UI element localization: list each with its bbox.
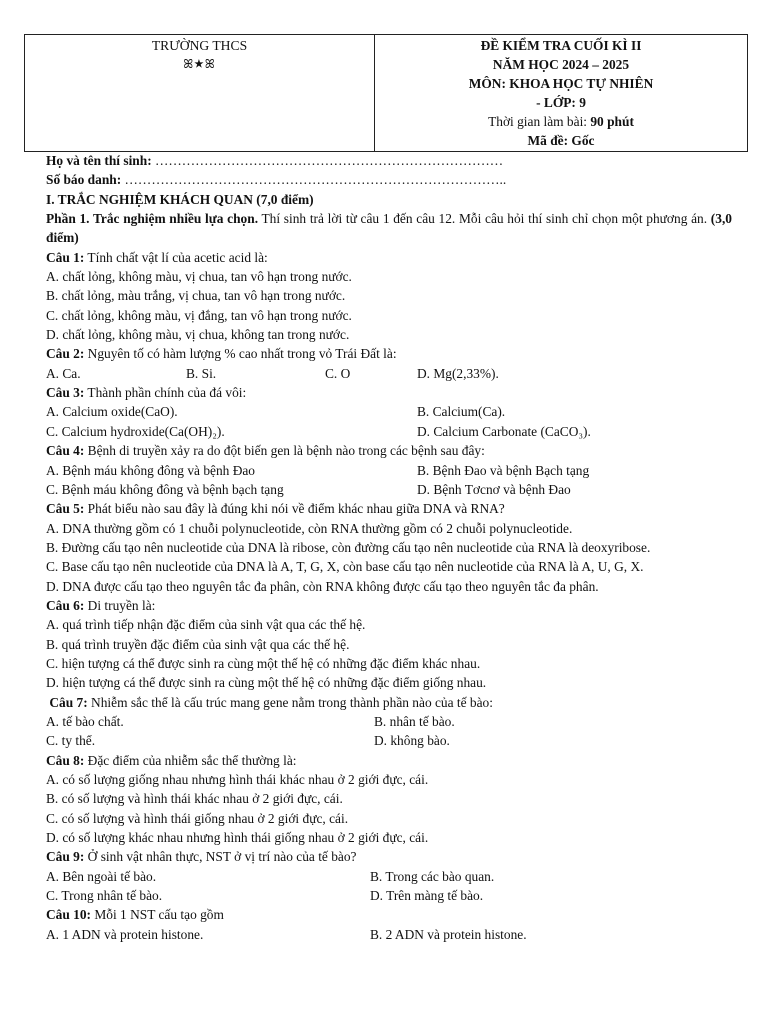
question-text: Bệnh di truyền xảy ra do đột biến gen là bệnh nào trong các bệnh sau đây: (84, 443, 485, 459)
answer-option: B. Trong các bào quan. (370, 868, 495, 884)
answer-options-row (46, 731, 732, 750)
answer-option: C. Base cấu tạo nên nucleotide của DNA là A, T, G, X, còn base cấu tạo nên nucleotide của RNA là A, U, G, X. (46, 559, 644, 575)
answer-option: A. quá trình tiếp nhận đặc điểm của sinh vật qua các thế hệ. (46, 617, 366, 633)
question-text: Ở sinh vật nhân thực, NST ở vị trí nào của tế bào? (84, 849, 357, 865)
answer-option: C. chất lỏng, không màu, vị đắng, tan vô hạn trong nước. (46, 307, 352, 323)
exam-title: ĐỀ KIỂM TRA CUỐI KÌ II (480, 38, 642, 53)
answer-option: D. Bệnh Tơcnơ và bệnh Đao (417, 481, 571, 497)
question-label: Câu 1: (46, 249, 85, 265)
question-text: Nhiễm sắc thể là cấu trúc mang gene nằm trong thành phần nào của tế bào: (87, 694, 493, 710)
question-label: Câu 3: (46, 385, 85, 401)
answer-option: D. không bào. (374, 733, 450, 749)
question-stem (46, 441, 732, 460)
question-stem (46, 751, 732, 770)
question-stem (46, 596, 732, 615)
answer-option: B. Calcium(Ca). (417, 404, 506, 420)
answer-option: A. DNA thường gồm có 1 chuỗi polynucleotide, còn RNA thường gồm có 2 chuỗi polynucleotide. (46, 520, 573, 536)
answer-option: C. Bệnh máu không đông và bệnh bạch tạng (46, 481, 284, 497)
answer-options-row (46, 422, 732, 441)
question-text: Thành phần chính của đá vôi: (84, 385, 247, 401)
answer-option: B. chất lỏng, màu trắng, vị chua, tan vô hạn trong nước. (46, 288, 346, 304)
answer-option: C. O (325, 365, 351, 381)
answer-options-row (46, 925, 732, 944)
exam-header (24, 34, 748, 152)
question-label: Câu 6: (46, 597, 85, 613)
question-stem (46, 693, 732, 712)
answer-option: D. Calcium Carbonate (CaCO₃). (417, 423, 591, 439)
answer-option: B. nhân tế bào. (374, 713, 455, 729)
section-title: I. TRẮC NGHIỆM KHÁCH QUAN (7,0 điểm) (46, 191, 314, 207)
answer-option: D. Mg(2,33%). (417, 365, 499, 381)
answer-option: B. Si. (186, 365, 217, 381)
answer-options-row (46, 480, 732, 499)
exam-code: Mã đề: Gốc (527, 133, 595, 148)
answer-option: C. có số lượng và hình thái giống nhau ở 2 giới đực, cái. (46, 810, 349, 826)
question-text: Nguyên tố có hàm lượng % cao nhất trong vỏ Trái Đất là: (84, 346, 397, 362)
answer-option: D. chất lỏng, không màu, vị chua, không tan trong nước. (46, 327, 350, 343)
answer-option: C. Calcium hydroxide(Ca(OH)₂). (46, 423, 225, 439)
question-stem (46, 905, 732, 924)
answer-option: C. hiện tượng cá thể được sinh ra cùng một thế hệ có những đặc điểm khác nhau. (46, 655, 481, 671)
question-stem (46, 344, 732, 363)
question-text: Tính chất vật lí của acetic acid là: (84, 249, 268, 265)
student-id-line (46, 170, 732, 189)
question-stem (46, 383, 732, 402)
answer-options-row (46, 402, 732, 421)
question-text: Di truyền là: (84, 597, 156, 613)
answer-option: B. Đường cấu tạo nên nucleotide của DNA là ribose, còn đường cấu tạo nên nucleotide của RNA là deoxyribose. (46, 539, 651, 555)
ornament-icon: ꕤ★ꕤ (183, 57, 216, 72)
school-year: NĂM HỌC 2024 – 2025 (492, 57, 630, 72)
time-value: 90 phút (590, 114, 634, 129)
answer-option: A. có số lượng giống nhau nhưng hình thái khác nhau ở 2 giới đực, cái. (46, 772, 429, 787)
answer-option: B. 2 ADN và protein histone. (370, 926, 527, 942)
question-label: Câu 10: (46, 907, 92, 923)
answer-option: C. Trong nhân tế bào. (46, 888, 163, 904)
question-stem (46, 499, 732, 518)
part-text: Thí sinh trả lời từ câu 1 đến câu 12. Mỗi câu hỏi thí sinh chỉ chọn một phương án. (258, 211, 711, 227)
question-label: Câu 4: (46, 443, 85, 459)
answer-option: A. Bên ngoài tế bào. (46, 868, 157, 884)
exam-content (46, 151, 732, 944)
answer-option: A. Calcium oxide(CaO). (46, 404, 178, 420)
question-label: Câu 9: (46, 849, 85, 865)
answer-options-row (46, 712, 732, 731)
answer-option: B. quá trình truyền đặc điểm của sinh vật qua các thế hệ. (46, 636, 350, 652)
answer-option: D. hiện tượng cá thể được sinh ra cùng một thế hệ có những đặc điểm giống nhau. (46, 675, 487, 691)
grade: - LỚP: 9 (536, 95, 586, 110)
question-stem (46, 248, 732, 267)
answer-options-row (46, 867, 732, 886)
answer-option: D. Trên màng tế bào. (370, 888, 484, 904)
question-text: Mỗi 1 NST cấu tạo gồm (91, 907, 224, 923)
part-instructions (46, 209, 732, 248)
question-text: Phát biểu nào sau đây là đúng khi nói về điểm khác nhau giữa DNA và RNA? (84, 501, 505, 517)
question-label: Câu 8: (46, 752, 85, 768)
answer-options-row (46, 461, 732, 480)
answer-option: C. ty thể. (46, 733, 96, 749)
question-label: Câu 2: (46, 346, 85, 362)
answer-option: A. 1 ADN và protein histone. (46, 926, 204, 942)
question-stem (46, 847, 732, 866)
answer-option: A. chất lỏng, không màu, vị chua, tan vô hạn trong nước. (46, 269, 352, 285)
answer-options-row (46, 364, 732, 383)
answer-option: A. tế bào chất. (46, 713, 124, 729)
answer-options-row (46, 886, 732, 905)
time-label: Thời gian làm bài: (488, 114, 591, 129)
part-title: Phần 1. Trắc nghiệm nhiều lựa chọn. (46, 211, 259, 227)
school-name: TRƯỜNG THCS (151, 38, 248, 53)
answer-option: B. Bệnh Đao và bệnh Bạch tạng (417, 462, 590, 478)
exam-time (375, 112, 747, 131)
answer-option: B. có số lượng và hình thái khác nhau ở 2 giới đực, cái. (46, 791, 343, 807)
exam-info-cell (375, 35, 747, 151)
student-name-line (46, 151, 732, 170)
question-label: Câu 5: (46, 501, 85, 517)
student-name-dots: …………………………………………………………………… (151, 153, 504, 168)
student-name-label: Họ và tên thí sinh: (46, 153, 152, 168)
part-points: (3,0 điểm) (46, 211, 732, 246)
answer-option: A. Ca. (46, 365, 81, 381)
school-cell (25, 35, 375, 151)
student-id-dots: ………………………………………………………………………….. (121, 172, 507, 188)
answer-option: A. Bệnh máu không đông và bệnh Đao (46, 462, 256, 478)
answer-option: D. có số lượng khác nhau nhưng hình thái giống nhau ở 2 giới đực, cái. (46, 830, 429, 846)
question-label: Câu 7: (49, 694, 88, 710)
student-id-label: Số báo danh: (46, 172, 122, 188)
answer-option: D. DNA được cấu tạo theo nguyên tắc đa phân, còn RNA không được cấu tạo theo nguyên tắc đa phân. (46, 578, 599, 594)
question-text: Đặc điểm của nhiễm sắc thể thường là: (84, 752, 297, 768)
subject: MÔN: KHOA HỌC TỰ NHIÊN (468, 76, 654, 91)
